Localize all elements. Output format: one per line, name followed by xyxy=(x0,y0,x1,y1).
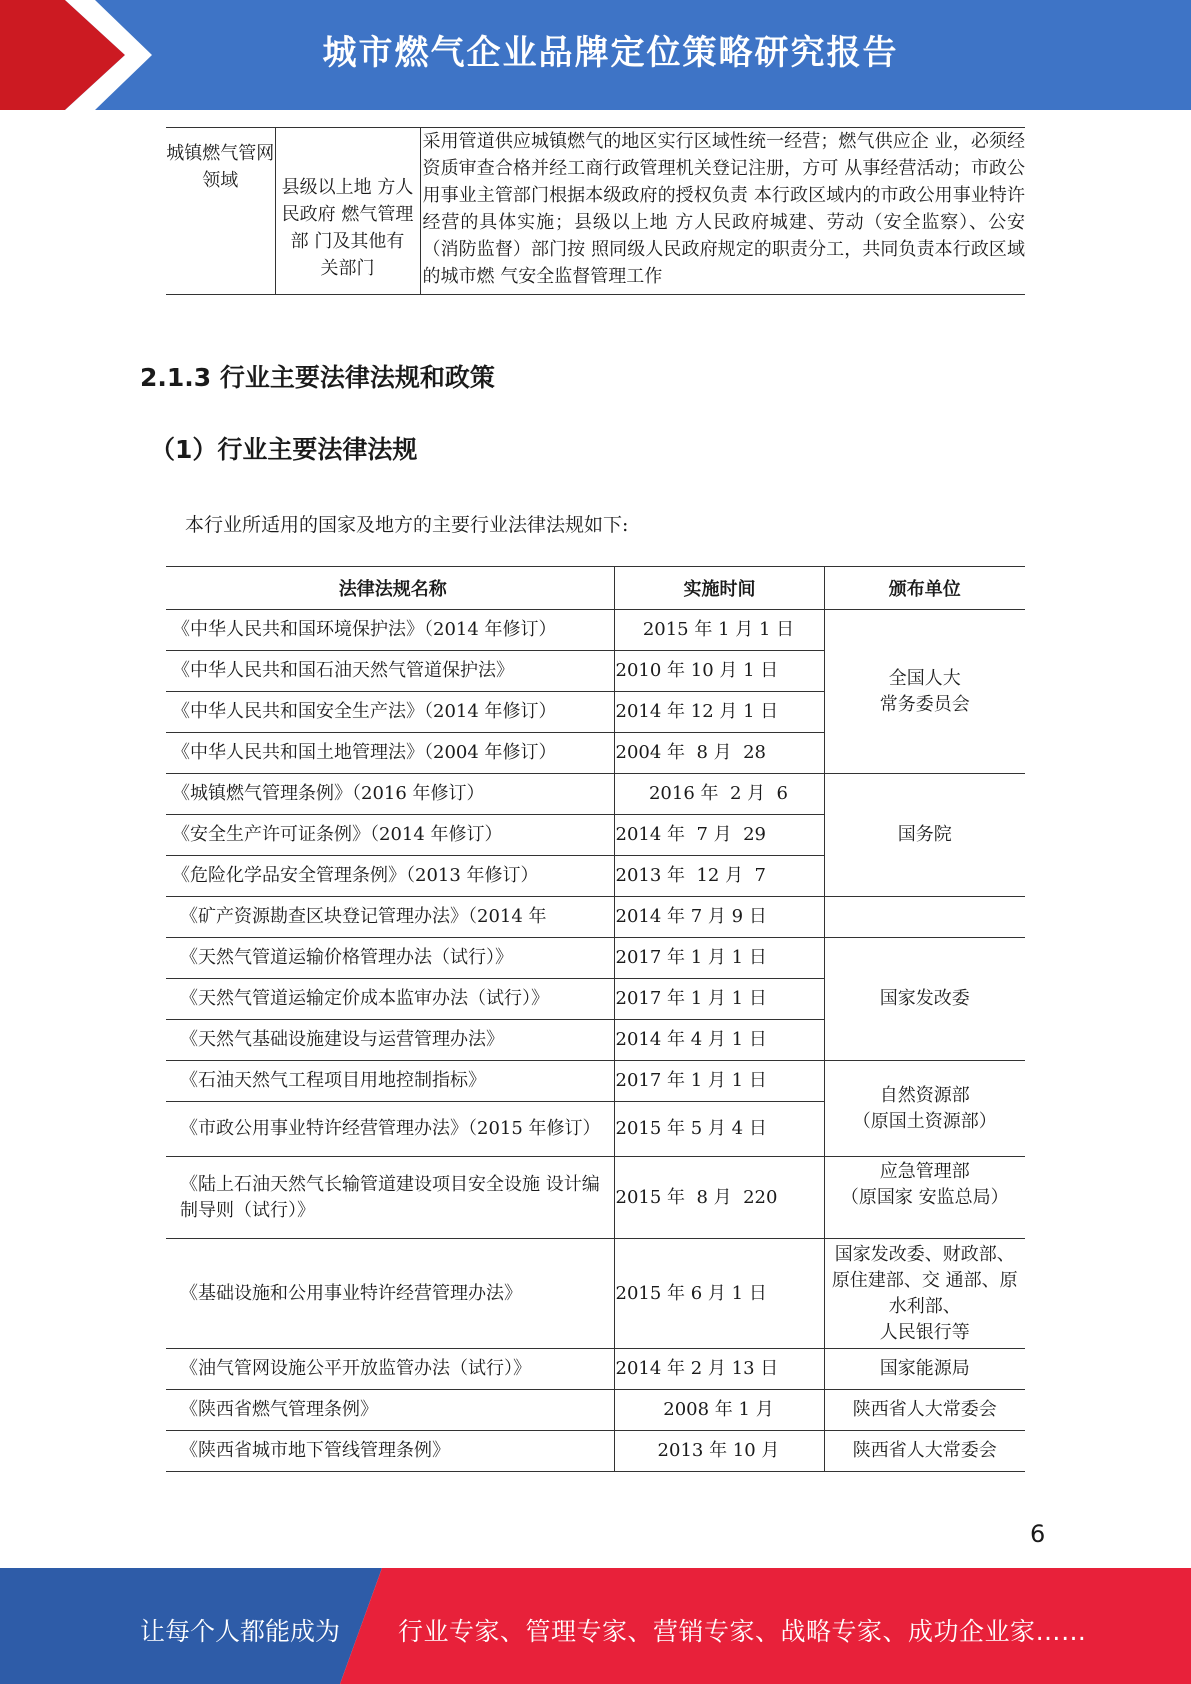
domain-cell: 城镇燃气管网领域 xyxy=(166,143,275,191)
law-date: 2016 年 2 月 6 xyxy=(614,774,824,815)
law-name: 《安全生产许可证条例》（2014 年修订） xyxy=(166,815,614,856)
table-row xyxy=(166,610,1025,651)
section-heading: 2.1.3 行业主要法律法规和政策 xyxy=(140,363,495,392)
header-banner xyxy=(0,0,1191,110)
law-name: 《中华人民共和国安全生产法》（2014 年修订） xyxy=(166,692,614,733)
law-date: 2015 年 5 月 4 日 xyxy=(614,1102,824,1157)
table-row xyxy=(166,938,1025,979)
description-cell: 采用管道供应城镇燃气的地区实行区域性统一经营；燃气供应企 业，必须经资质审查合格并经工商行政管理机关登记注册，方可 从事经营活动；市政公用事业主管部门根据本级政府的授权负责 本行政区域内的市政公用事业特许经营的具体实施；县级以上地 方人民政府城建、劳动（安全监察）、公安（消防监督）部门按 照同级人民政府规定的职责分工，共同负责本行政区域的城市燃 气安全监督管理工作 xyxy=(422,131,1025,287)
issuing-unit-empty xyxy=(824,897,1025,938)
table-row xyxy=(166,1157,1025,1239)
table-row xyxy=(166,774,1025,815)
law-date: 2004 年 8 月 28 xyxy=(614,733,824,774)
law-date: 2013 年 10 月 xyxy=(614,1431,824,1472)
footer-slogan-left: 让每个人都能成为 xyxy=(140,1617,341,1646)
law-name: 《油气管网设施公平开放监管办法（试行）》 xyxy=(166,1349,614,1390)
law-name: 《中华人民共和国环境保护法》（2014 年修订） xyxy=(166,610,614,651)
issuing-unit: 应急管理部 （原国家 安监总局） xyxy=(824,1157,1025,1239)
law-date: 2017 年 1 月 1 日 xyxy=(614,1061,824,1102)
table-row xyxy=(166,1061,1025,1102)
law-date: 2014 年 4 月 1 日 xyxy=(614,1020,824,1061)
law-name: 《城镇燃气管理条例》（2016 年修订） xyxy=(166,774,614,815)
intro-paragraph: 本行业所适用的国家及地方的主要行业法律法规如下: xyxy=(185,514,629,536)
table-row xyxy=(166,128,1025,295)
law-date: 2014 年 7 月 9 日 xyxy=(614,897,824,938)
table-row xyxy=(166,1431,1025,1472)
law-table xyxy=(166,566,1025,1472)
law-name: 《天然气管道运输定价成本监审办法（试行）》 xyxy=(166,979,614,1020)
law-date: 2017 年 1 月 1 日 xyxy=(614,979,824,1020)
regulatory-table xyxy=(166,127,1025,295)
table-row xyxy=(166,1390,1025,1431)
law-name: 《陕西省城市地下管线管理条例》 xyxy=(166,1431,614,1472)
law-name: 《陕西省燃气管理条例》 xyxy=(166,1390,614,1431)
issuing-unit: 全国人大 常务委员会 xyxy=(824,610,1025,774)
authority-cell: 县级以上地 方人民政府 燃气管理部 门及其他有 关部门 xyxy=(275,128,420,295)
issuing-unit: 陕西省人大常委会 xyxy=(824,1431,1025,1472)
law-name: 《石油天然气工程项目用地控制指标》 xyxy=(166,1061,614,1102)
law-date: 2008 年 1 月 xyxy=(614,1390,824,1431)
law-date: 2014 年 12 月 1 日 xyxy=(614,692,824,733)
issuing-unit: 自然资源部 （原国土资源部） xyxy=(824,1061,1025,1157)
table-row xyxy=(166,897,1025,938)
issuing-unit: 陕西省人大常委会 xyxy=(824,1390,1025,1431)
law-name: 《市政公用事业特许经营管理办法》（2015 年修订） xyxy=(166,1102,614,1157)
law-date: 2015 年 1 月 1 日 xyxy=(614,610,824,651)
report-title: 城市燃气企业品牌定位策略研究报告 xyxy=(322,33,899,73)
table-row xyxy=(166,1349,1025,1390)
law-date: 2014 年 7 月 29 xyxy=(614,815,824,856)
table-header-row xyxy=(166,567,1025,610)
issuing-unit: 国务院 xyxy=(824,774,1025,897)
law-name: 《基础设施和公用事业特许经营管理办法》 xyxy=(166,1239,614,1349)
law-name: 《天然气管道运输价格管理办法（试行）》 xyxy=(166,938,614,979)
header-effective-date: 实施时间 xyxy=(614,567,824,610)
issuing-unit: 国家能源局 xyxy=(824,1349,1025,1390)
issuing-unit: 国家发改委 xyxy=(824,938,1025,1061)
law-date: 2010 年 10 月 1 日 xyxy=(614,651,824,692)
law-date: 2017 年 1 月 1 日 xyxy=(614,938,824,979)
law-name: 《中华人民共和国土地管理法》（2004 年修订） xyxy=(166,733,614,774)
law-name: 《危险化学品安全管理条例》（2013 年修订） xyxy=(166,856,614,897)
law-date: 2013 年 12 月 7 xyxy=(614,856,824,897)
header-law-name: 法律法规名称 xyxy=(166,567,614,610)
law-date: 2015 年 6 月 1 日 xyxy=(614,1239,824,1349)
header-issuing-unit: 颁布单位 xyxy=(824,567,1025,610)
law-name: 《天然气基础设施建设与运营管理办法》 xyxy=(166,1020,614,1061)
footer-slogan-right: 行业专家、管理专家、营销专家、战略专家、成功企业家…… xyxy=(398,1617,1087,1646)
page-number: 6 xyxy=(1030,1520,1046,1548)
issuing-unit: 国家发改委、财政部、原住建部、交 通部、原水利部、 人民银行等 xyxy=(824,1239,1025,1349)
law-name: 《陆上石油天然气长输管道建设项目安全设施 设计编制导则（试行）》 xyxy=(166,1157,614,1239)
law-date: 2014 年 2 月 13 日 xyxy=(614,1349,824,1390)
law-name: 《矿产资源勘查区块登记管理办法》（2014 年 xyxy=(166,897,614,938)
law-name: 《中华人民共和国石油天然气管道保护法》 xyxy=(166,651,614,692)
table-row xyxy=(166,1239,1025,1349)
law-date: 2015 年 8 月 220 xyxy=(614,1157,824,1239)
subsection-heading: （1）行业主要法律法规 xyxy=(150,435,418,464)
